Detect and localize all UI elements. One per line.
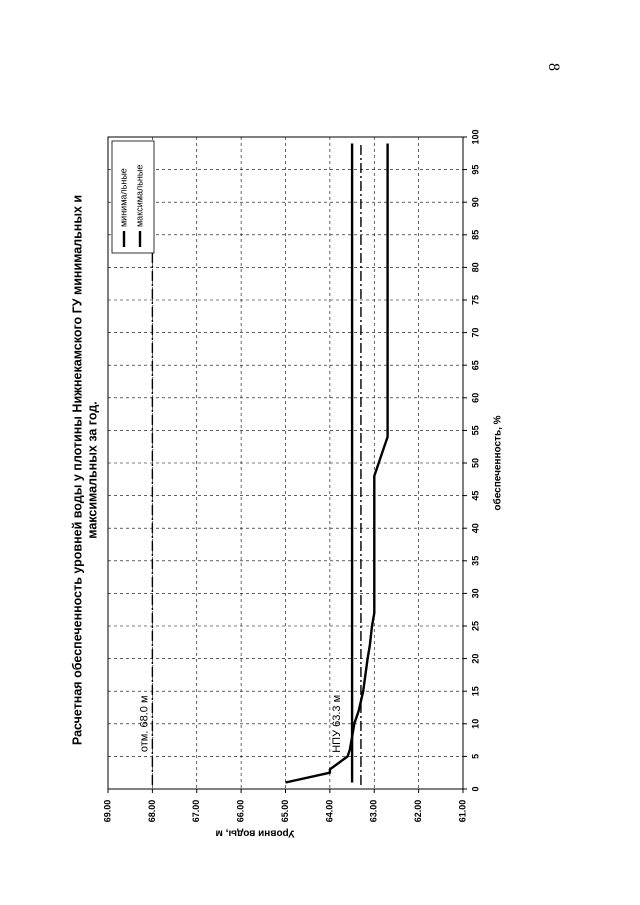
x-tick-label: 50 (470, 457, 481, 469)
x-tick-label: 55 (470, 425, 481, 436)
x-tick-label: 25 (470, 620, 481, 632)
x-tick-label: 30 (470, 588, 481, 599)
x-tick-label: 70 (470, 327, 481, 338)
x-tick-label: 5 (470, 753, 481, 759)
y-tick-label: 66.00 (235, 799, 246, 823)
x-tick-label: 60 (470, 392, 481, 403)
reference-label: отм. 68.0 м (138, 695, 151, 753)
x-axis-title: обеспеченность, % (492, 415, 504, 511)
x-tick-label: 95 (470, 164, 481, 175)
y-tick-label: 67.00 (191, 799, 202, 823)
y-tick-label: 61.00 (457, 799, 468, 823)
y-tick-label: 63.00 (368, 799, 379, 823)
page-number: 8 (545, 63, 562, 71)
x-tick-label: 85 (470, 229, 481, 240)
y-tick-label: 68.00 (146, 799, 157, 823)
x-tick-label: 10 (470, 718, 481, 729)
legend (112, 141, 154, 253)
y-tick-label: 69.00 (102, 799, 113, 823)
y-tick-label: 62.00 (413, 799, 423, 823)
x-tick-label: 45 (470, 490, 481, 501)
reference-label: НПУ 63.3 м (330, 694, 343, 753)
y-tick-label: 64.00 (324, 799, 335, 823)
x-tick-label: 15 (470, 686, 481, 697)
x-tick-label: 75 (470, 294, 481, 306)
x-tick-label: 40 (470, 523, 481, 534)
plot-area (108, 137, 467, 793)
y-tick-label: 65.00 (279, 799, 290, 823)
x-tick-label: 80 (470, 262, 481, 273)
x-tick-label: 90 (470, 197, 481, 208)
legend-label: максимальные (134, 164, 145, 227)
x-tick-label: 100 (470, 129, 481, 145)
x-tick-label: 35 (470, 555, 481, 566)
x-tick-label: 20 (470, 653, 481, 664)
chart-title-line2: максимальных за год. (85, 401, 100, 539)
y-axis-title: Уровни воды, м (215, 827, 295, 839)
x-tick-label: 0 (470, 786, 481, 792)
legend-label: минимальные (118, 168, 129, 227)
x-tick-label: 65 (470, 360, 481, 371)
chart-title-line1: Расчетная обеспеченность уровней воды у плотины Нижнекамского ГУ минимальных и (70, 194, 85, 746)
